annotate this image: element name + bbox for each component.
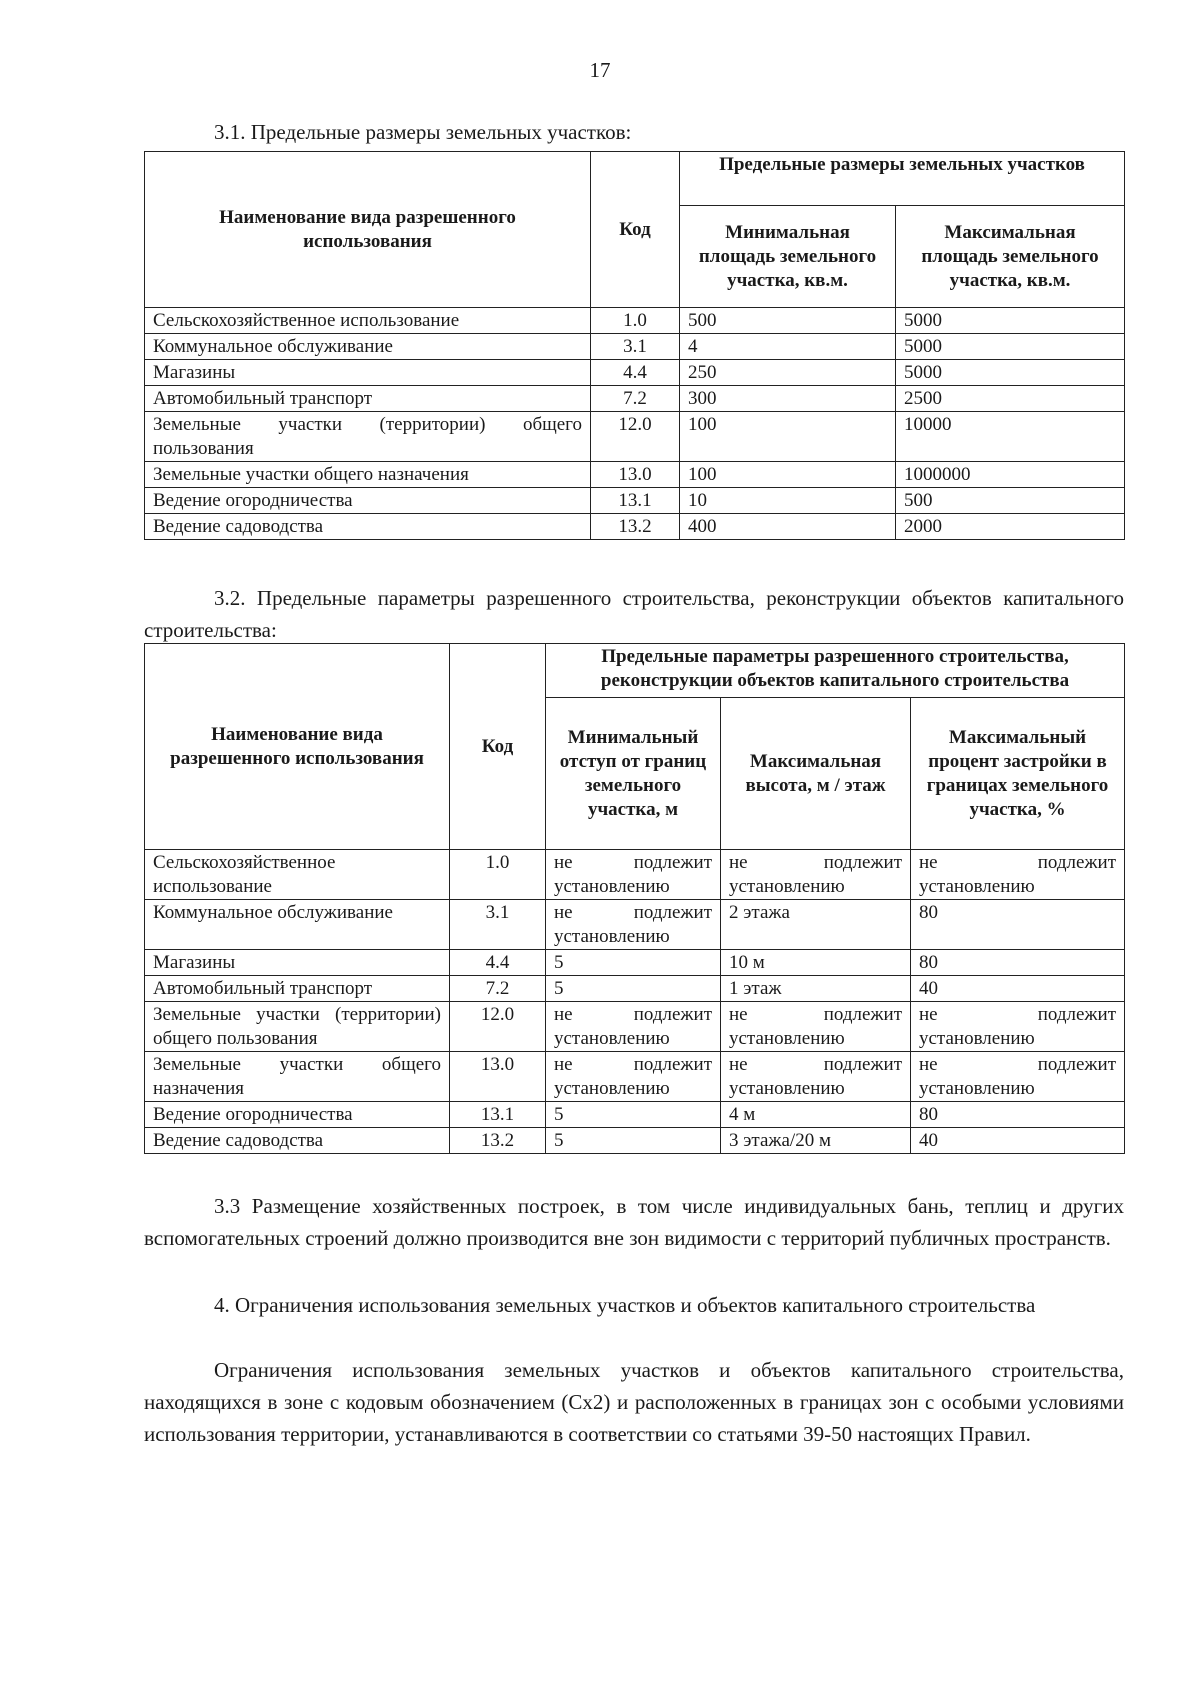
cell-code: 7.2 bbox=[591, 386, 680, 412]
cell-use-type: Ведение садоводства bbox=[145, 514, 591, 540]
cell-max-coverage: 80 bbox=[911, 1102, 1125, 1128]
table-row bbox=[145, 1002, 1125, 1052]
cell-max-height: не подлежит установлению bbox=[721, 1052, 911, 1102]
header-max-height: Максимальная высота, м / этаж bbox=[721, 698, 911, 850]
cell-max-height: 3 этажа/20 м bbox=[721, 1128, 911, 1154]
cell-use-type: Земельные участки общего назначения bbox=[145, 462, 591, 488]
cell-code: 3.1 bbox=[450, 900, 546, 950]
cell-max-area: 500 bbox=[896, 488, 1125, 514]
table-row bbox=[145, 360, 1125, 386]
cell-use-type: Коммунальное обслуживание bbox=[145, 900, 450, 950]
cell-min-area: 400 bbox=[680, 514, 896, 540]
cell-max-height: 1 этаж bbox=[721, 976, 911, 1002]
cell-max-coverage: 80 bbox=[911, 950, 1125, 976]
table-row bbox=[145, 1052, 1125, 1102]
table-row bbox=[145, 462, 1125, 488]
cell-use-type: Автомобильный транспорт bbox=[145, 976, 450, 1002]
cell-code: 13.1 bbox=[591, 488, 680, 514]
cell-max-area: 2500 bbox=[896, 386, 1125, 412]
table-row bbox=[145, 900, 1125, 950]
cell-min-area: 250 bbox=[680, 360, 896, 386]
cell-min-area: 10 bbox=[680, 488, 896, 514]
land-plot-size-table bbox=[144, 151, 1125, 540]
cell-use-type: Ведение огородничества bbox=[145, 1102, 450, 1128]
cell-use-type: Земельные участки (территории) общего пользования bbox=[145, 1002, 450, 1052]
page-number: 17 bbox=[589, 58, 611, 82]
header-parameters-group: Предельные параметры разрешенного строительства, реконструкции объектов капитального строительства bbox=[546, 644, 1125, 698]
cell-code: 13.1 bbox=[450, 1102, 546, 1128]
cell-use-type: Сельскохозяйственное использование bbox=[145, 308, 591, 334]
section-4-body bbox=[144, 1354, 1124, 1450]
cell-min-setback: 5 bbox=[546, 1128, 721, 1154]
table-2-intro-text: 3.2. Предельные параметры разрешенного строительства, реконструкции объектов капитального строительства: bbox=[144, 586, 1124, 642]
cell-min-area: 500 bbox=[680, 308, 896, 334]
cell-code: 1.0 bbox=[591, 308, 680, 334]
cell-min-setback: 5 bbox=[546, 976, 721, 1002]
table-row bbox=[145, 1102, 1125, 1128]
header-code: Код bbox=[591, 152, 680, 308]
cell-min-setback: не подлежит установлению bbox=[546, 1052, 721, 1102]
cell-use-type: Коммунальное обслуживание bbox=[145, 334, 591, 360]
cell-max-coverage: 40 bbox=[911, 1128, 1125, 1154]
section-3-3 bbox=[144, 1190, 1124, 1254]
cell-code: 13.0 bbox=[591, 462, 680, 488]
cell-use-type: Земельные участки (территории) общего пользования bbox=[145, 412, 591, 462]
cell-min-setback: не подлежит установлению bbox=[546, 850, 721, 900]
construction-parameters-table bbox=[144, 643, 1125, 1154]
cell-max-height: не подлежит установлению bbox=[721, 1002, 911, 1052]
section-4-heading bbox=[144, 1289, 1124, 1321]
cell-use-type: Автомобильный транспорт bbox=[145, 386, 591, 412]
cell-min-area: 300 bbox=[680, 386, 896, 412]
table-1-caption: 3.1. Предельные размеры земельных участков: bbox=[214, 120, 632, 144]
cell-max-height: не подлежит установлению bbox=[721, 850, 911, 900]
table-row bbox=[145, 850, 1125, 900]
cell-code: 4.4 bbox=[450, 950, 546, 976]
section-4-body-text: Ограничения использования земельных участков и объектов капитального строительства, находящихся в зоне с кодовым обозначением (Сх2) и расположенных в границах зон с особыми условиями использования территории, устанавливаются в соответствии со статьями 39-50 настоящих Правил. bbox=[144, 1358, 1124, 1446]
header-max-coverage: Максимальный процент застройки в границах земельного участка, % bbox=[911, 698, 1125, 850]
table-row bbox=[145, 1128, 1125, 1154]
header-max-area: Максимальная площадь земельного участка, кв.м. bbox=[896, 206, 1125, 308]
cell-min-area: 4 bbox=[680, 334, 896, 360]
cell-max-area: 10000 bbox=[896, 412, 1125, 462]
header-use-type: Наименование вида разрешенного использования bbox=[145, 152, 591, 308]
cell-min-setback: не подлежит установлению bbox=[546, 900, 721, 950]
cell-use-type: Сельскохозяйственное использование bbox=[145, 850, 450, 900]
section-4-heading-text: 4. Ограничения использования земельных участков и объектов капитального строительства bbox=[214, 1293, 1036, 1317]
cell-min-setback: не подлежит установлению bbox=[546, 1002, 721, 1052]
cell-code: 3.1 bbox=[591, 334, 680, 360]
cell-use-type: Магазины bbox=[145, 360, 591, 386]
cell-code: 1.0 bbox=[450, 850, 546, 900]
cell-max-area: 2000 bbox=[896, 514, 1125, 540]
cell-use-type: Ведение огородничества bbox=[145, 488, 591, 514]
cell-code: 13.2 bbox=[591, 514, 680, 540]
table-row bbox=[145, 976, 1125, 1002]
table-row bbox=[145, 334, 1125, 360]
cell-max-coverage: не подлежит установлению bbox=[911, 1052, 1125, 1102]
cell-use-type: Земельные участки общего назначения bbox=[145, 1052, 450, 1102]
table-2-intro bbox=[144, 582, 1124, 646]
header-min-setback: Минимальный отступ от границ земельного участка, м bbox=[546, 698, 721, 850]
cell-max-area: 5000 bbox=[896, 360, 1125, 386]
cell-min-area: 100 bbox=[680, 412, 896, 462]
cell-max-height: 10 м bbox=[721, 950, 911, 976]
cell-max-area: 5000 bbox=[896, 308, 1125, 334]
cell-code: 13.2 bbox=[450, 1128, 546, 1154]
cell-use-type: Ведение садоводства bbox=[145, 1128, 450, 1154]
cell-code: 7.2 bbox=[450, 976, 546, 1002]
cell-min-setback: 5 bbox=[546, 1102, 721, 1128]
cell-max-coverage: 40 bbox=[911, 976, 1125, 1002]
cell-code: 12.0 bbox=[450, 1002, 546, 1052]
table-row bbox=[145, 386, 1125, 412]
cell-max-area: 5000 bbox=[896, 334, 1125, 360]
cell-code: 4.4 bbox=[591, 360, 680, 386]
cell-max-height: 4 м bbox=[721, 1102, 911, 1128]
cell-max-coverage: не подлежит установлению bbox=[911, 850, 1125, 900]
cell-max-area: 1000000 bbox=[896, 462, 1125, 488]
table-row bbox=[145, 514, 1125, 540]
cell-max-height: 2 этажа bbox=[721, 900, 911, 950]
cell-code: 13.0 bbox=[450, 1052, 546, 1102]
table-row bbox=[145, 412, 1125, 462]
cell-max-coverage: не подлежит установлению bbox=[911, 1002, 1125, 1052]
cell-use-type: Магазины bbox=[145, 950, 450, 976]
table-row bbox=[145, 488, 1125, 514]
table-row bbox=[145, 950, 1125, 976]
cell-max-coverage: 80 bbox=[911, 900, 1125, 950]
section-3-3-text: 3.3 Размещение хозяйственных построек, в том числе индивидуальных бань, теплиц и других вспомогательных строений должно производится вне зон видимости с территорий публичных пространств. bbox=[144, 1194, 1124, 1250]
table-row bbox=[145, 308, 1125, 334]
header-size-group: Предельные размеры земельных участков bbox=[680, 152, 1125, 206]
header-use-type: Наименование вида разрешенного использования bbox=[145, 644, 450, 850]
header-code: Код bbox=[450, 644, 546, 850]
cell-min-setback: 5 bbox=[546, 950, 721, 976]
cell-min-area: 100 bbox=[680, 462, 896, 488]
cell-code: 12.0 bbox=[591, 412, 680, 462]
header-min-area: Минимальная площадь земельного участка, кв.м. bbox=[680, 206, 896, 308]
